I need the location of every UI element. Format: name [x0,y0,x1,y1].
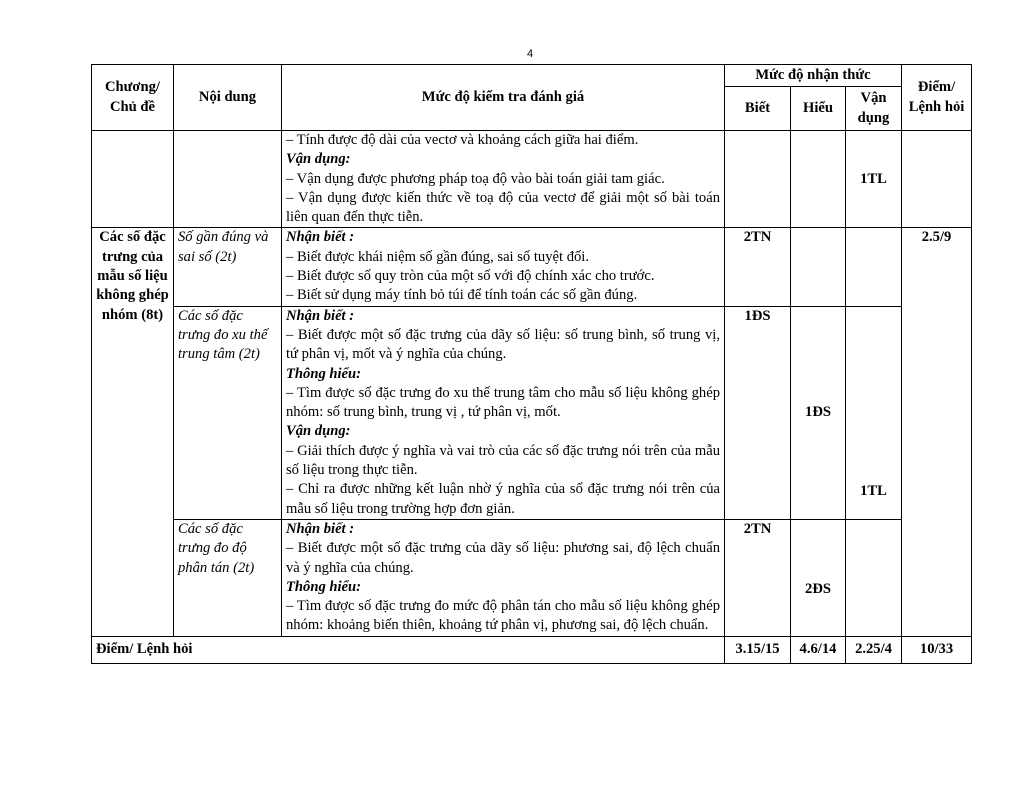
level-label: Nhận biết : [286,307,355,324]
desc-line: – Biết được số quy tròn của một số với độ chính xác cho trước. [286,268,655,285]
total-understand: 4.6/14 [791,636,846,663]
desc-line: – Chỉ ra được những kết luận nhờ ý nghĩa của số đặc trưng nói trên của mẫu số liệu trong trường hợp đơn giản. [286,481,720,517]
header-assessment: Mức độ kiểm tra đánh giá [282,65,725,131]
content-cell: Số gần đúng và sai số (2t) [174,228,282,306]
desc-line: – Tìm được số đặc trưng đo mức độ phân tán cho mẫu số liệu không ghép nhóm: khoảng biến thiên, khoảng tứ phân vị, phương sai, độ lệch chuẩn. [286,598,720,634]
level-label: Thông hiểu: [286,365,362,382]
apply-cell: 1TL [846,131,902,228]
header-apply: Vận dụng [846,87,902,131]
desc-line: – Biết được khái niệm số gần đúng, sai số tuyệt đối. [286,248,590,265]
total-score: 10/33 [902,636,972,663]
desc-line: – Tìm được số đặc trưng đo xu thế trung tâm cho mẫu số liệu không ghép nhóm: số trung bình, trung vị , tứ phân vị, mốt. [286,384,720,421]
table-row [92,228,972,306]
total-know: 3.15/15 [725,636,791,663]
header-score: Điểm/ Lệnh hỏi [902,65,972,131]
assessment-cell [282,306,725,519]
empty-cell [174,131,282,228]
desc-line: – Tính được độ dài của vectơ và khoảng cách giữa hai điểm. [286,132,639,148]
header-cognition: Mức độ nhận thức [725,65,902,87]
total-row [92,636,972,663]
understand-cell: 1ĐS [791,306,846,519]
header-understand: Hiểu [791,87,846,131]
understand-cell [791,228,846,306]
apply-cell [846,228,902,306]
apply-cell: 1TL [846,306,902,519]
apply-cell [846,519,902,636]
table-row [92,131,972,228]
table-row [92,519,972,636]
desc-line: – Biết sử dụng máy tính bỏ túi để tính toán các số gần đúng. [286,287,638,304]
score-cell [902,131,972,228]
understand-cell [791,131,846,228]
header-chapter: Chương/ Chủ đề [92,65,174,131]
total-label: Điểm/ Lệnh hỏi [92,636,725,663]
empty-cell [92,131,174,228]
score-cell: 2.5/9 [902,228,972,636]
level-label: Vận dụng: [286,423,351,440]
level-label: Nhận biết : [286,520,355,537]
level-label: Nhận biết : [286,229,355,246]
header-content: Nội dung [174,65,282,131]
level-label: Vận dụng: [286,151,351,168]
table-row [92,306,972,519]
content-cell: Các số đặc trưng đo xu thế trung tâm (2t) [174,306,282,519]
desc-line: – Biết được một số đặc trưng của dãy số liệu: phương sai, độ lệch chuẩn và ý nghĩa của chúng. [286,540,720,576]
content-cell: Các số đặc trưng đo độ phân tán (2t) [174,519,282,636]
desc-line: – Vận dụng được phương pháp toạ độ vào bài toán giải tam giác. [286,170,665,187]
page-number: 4 [526,48,534,60]
know-cell: 2TN [725,228,791,306]
assessment-cell [282,519,725,636]
understand-cell: 2ĐS [791,519,846,636]
header-know: Biết [725,87,791,131]
know-cell: 2TN [725,519,791,636]
know-cell [725,131,791,228]
desc-line: – Giải thích được ý nghĩa và vai trò của các số đặc trưng nói trên của mẫu số liệu trong thực tiễn. [286,442,720,479]
know-cell: 1ĐS [725,306,791,519]
total-apply: 2.25/4 [846,636,902,663]
assessment-cell [282,131,725,228]
level-label: Thông hiểu: [286,578,362,595]
assessment-cell [282,228,725,306]
topic-cell: Các số đặc trưng của mẫu số liệu không ghép nhóm (8t) [92,228,174,636]
desc-line: – Vận dụng được kiến thức về toạ độ của vectơ để giải một số bài toán liên quan đến thực tiễn. [286,189,720,226]
assessment-table [91,64,972,664]
desc-line: – Biết được một số đặc trưng của dãy số liệu: số trung bình, số trung vị, tứ phân vị, mốt và ý nghĩa của chúng. [286,326,720,363]
